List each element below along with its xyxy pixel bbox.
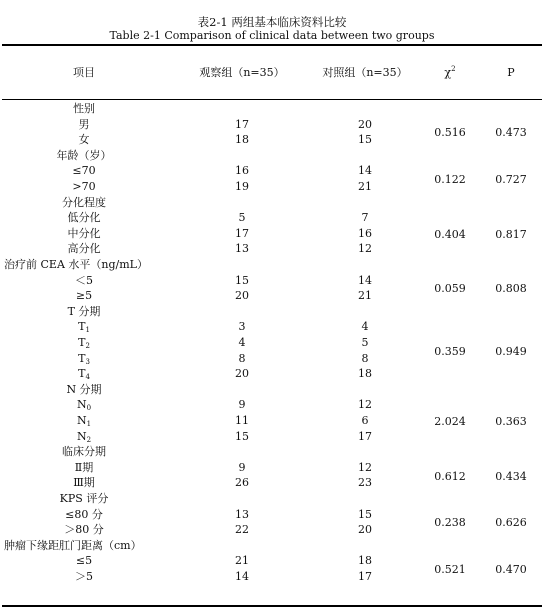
observation-count: 14: [235, 570, 249, 583]
p-value: 0.727: [495, 173, 527, 187]
row-label-text: 男: [78, 117, 90, 131]
table-top-rule: [2, 44, 542, 46]
observation-count: 15: [235, 429, 249, 443]
header-observation-group: 观察组（n=35）: [199, 66, 285, 79]
row-label-text: N: [76, 398, 87, 412]
control-count: 14: [358, 164, 372, 178]
group-title: 肿瘤下缘距肛门距离（cm）: [4, 538, 142, 552]
row-label-text: ≤80 分: [65, 507, 103, 521]
row-label-subscript: 2: [86, 435, 92, 444]
observation-count: 13: [235, 507, 249, 521]
observation-count: 15: [235, 273, 249, 287]
row-label: [4, 227, 164, 241]
observation-count: 5: [238, 211, 246, 225]
observation-count: 16: [235, 164, 249, 178]
observation-count: 9: [238, 398, 246, 412]
row-label: [4, 289, 164, 303]
chi-superscript: 2: [451, 65, 456, 73]
row-label-subscript: 1: [86, 420, 92, 428]
p-value: 0.626: [495, 516, 527, 530]
row-label: [4, 523, 164, 537]
observation-count: 4: [238, 336, 246, 349]
row-label-text: 女: [78, 133, 90, 147]
observation-count: 26: [235, 476, 249, 490]
row-label: [4, 180, 164, 194]
row-label-text: 低分化: [67, 211, 101, 225]
header-p-value: P: [507, 66, 515, 79]
control-count: 18: [358, 367, 372, 381]
row-label-text: ＞80 分: [64, 523, 104, 537]
row-label-subscript: 3: [85, 357, 90, 366]
table-bottom-rule: [2, 605, 542, 607]
row-label: [4, 570, 164, 584]
control-count: 17: [358, 429, 372, 443]
observation-count: 8: [238, 351, 246, 365]
row-label-text: 高分化: [67, 242, 101, 256]
observation-count: 17: [235, 226, 249, 240]
row-label: [4, 476, 164, 490]
control-count: 17: [358, 570, 372, 583]
table-header-rule: [2, 99, 542, 100]
chi-square-value: 0.516: [434, 126, 466, 140]
group-title: 分化程度: [62, 195, 106, 209]
observation-count: 17: [235, 117, 249, 131]
row-label-subscript: 4: [85, 373, 90, 382]
control-count: 15: [358, 507, 372, 521]
control-count: 12: [358, 398, 372, 412]
p-value: 0.817: [495, 227, 527, 241]
control-count: 8: [361, 351, 369, 365]
chi-square-value: 0.404: [434, 227, 466, 241]
row-label: [4, 133, 164, 147]
row-label: [4, 414, 164, 428]
observation-count: 18: [235, 133, 249, 147]
row-label-text: >70: [72, 180, 96, 193]
control-count: 6: [361, 414, 369, 427]
chi-square-value: 0.521: [434, 563, 466, 577]
row-label: [4, 274, 164, 288]
row-label: [4, 242, 164, 256]
row-label-text: N: [76, 414, 87, 427]
group-title: T 分期: [67, 304, 101, 318]
p-value: 0.363: [495, 415, 527, 428]
control-count: 20: [358, 117, 372, 131]
row-label-text: 中分化: [67, 226, 101, 240]
row-label-text: ≤70: [72, 164, 96, 178]
p-value: 0.473: [495, 126, 527, 140]
row-label-subscript: 0: [86, 404, 92, 413]
control-count: 21: [358, 180, 372, 193]
row-label: [4, 211, 164, 225]
row-label-text: ≥5: [75, 289, 93, 303]
group-title: 治疗前 CEA 水平（ng/mL）: [4, 258, 148, 271]
group-title: KPS 评分: [59, 492, 109, 505]
group-title: 临床分期: [62, 445, 106, 459]
row-label: [4, 461, 164, 475]
observation-count: 22: [235, 523, 249, 537]
table-caption-english: Table 2-1 Comparison of clinical data between two groups: [109, 29, 435, 42]
chi-square-value: 0.238: [434, 516, 466, 530]
row-label-text: T: [78, 351, 86, 365]
control-count: 16: [358, 226, 372, 240]
row-label: [4, 336, 164, 350]
row-label: [4, 352, 164, 366]
group-title: 年龄（岁）: [56, 148, 112, 162]
chi-square-value: 2.024: [434, 415, 466, 428]
control-count: 20: [358, 523, 372, 537]
control-count: 5: [361, 336, 369, 349]
header-item: 项目: [73, 66, 95, 79]
observation-count: 11: [235, 414, 249, 427]
row-label: [4, 164, 164, 178]
p-value: 0.808: [495, 282, 527, 296]
p-value: 0.949: [495, 344, 527, 358]
control-count: 12: [358, 242, 372, 256]
row-label: [4, 554, 164, 568]
control-count: 18: [358, 554, 372, 568]
observation-count: 19: [235, 180, 249, 193]
row-label: [4, 398, 164, 412]
control-count: 12: [358, 460, 372, 474]
row-label: [4, 430, 164, 444]
row-label: [4, 118, 164, 132]
row-label: [4, 508, 164, 522]
observation-count: 9: [238, 460, 246, 474]
group-title: 性别: [73, 102, 95, 115]
control-count: 23: [358, 476, 372, 490]
observation-count: 3: [238, 320, 246, 334]
chi-square-value: 0.122: [434, 173, 466, 187]
row-label: [4, 320, 164, 334]
row-label-text: N: [76, 429, 87, 443]
row-label: [4, 367, 164, 381]
row-label-text: Ⅲ期: [73, 476, 95, 490]
row-label-text: T: [78, 367, 86, 381]
control-count: 4: [361, 320, 369, 334]
header-control-group: 对照组（n=35）: [322, 66, 408, 79]
control-count: 14: [358, 273, 372, 287]
observation-count: 20: [235, 367, 249, 381]
header-chi-square: [420, 66, 480, 80]
control-count: 7: [361, 211, 369, 225]
observation-count: 20: [235, 289, 249, 303]
row-label-text: T: [78, 320, 86, 334]
row-label-text: ＞5: [75, 570, 93, 583]
chi-square-value: 0.612: [434, 469, 466, 483]
p-value: 0.470: [495, 563, 527, 577]
observation-count: 21: [235, 554, 249, 568]
p-value: 0.434: [495, 469, 527, 483]
control-count: 21: [358, 289, 372, 303]
row-label-text: Ⅱ期: [74, 460, 94, 474]
chi-square-value: 0.059: [434, 282, 466, 296]
row-label-text: ≤5: [75, 554, 93, 568]
chi-symbol: χ: [444, 66, 452, 79]
row-label-text: T: [78, 336, 86, 349]
row-label-subscript: 1: [85, 326, 90, 335]
chi-square-value: 0.359: [434, 344, 466, 358]
group-title: N 分期: [66, 382, 102, 396]
control-count: 15: [358, 133, 372, 147]
row-label-text: ＜5: [75, 273, 93, 287]
table-caption-chinese: 表2-1 两组基本临床资料比较: [197, 15, 347, 29]
observation-count: 13: [235, 242, 249, 256]
row-label-subscript: 2: [85, 342, 90, 350]
